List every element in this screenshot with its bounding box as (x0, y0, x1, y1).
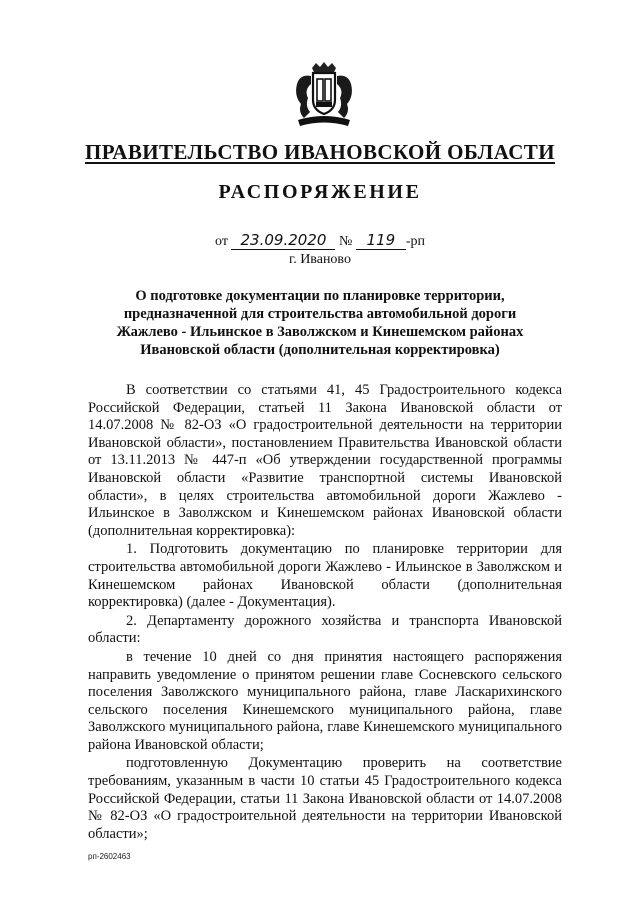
number-sign: № (338, 234, 353, 249)
document-type-heading: РАСПОРЯЖЕНИЕ (218, 181, 422, 203)
city-label: г. Иваново (289, 252, 351, 267)
document-code: рп-2602463 (88, 852, 131, 861)
body-paragraph-item-2-notify: в течение 10 дней со дня принятия настоящего распоряжения направить уведомление о принятом решении главе Сосневского сельского поселения Заволжского муниципального района, главе Ласкарихинского сельского поселения Кинешемского муниципального района, главе Заволжского муниципального района, главе Кинешемского муниципального района Ивановской области; (88, 648, 562, 753)
document-subject (80, 287, 560, 359)
body-paragraph-item-2: 2. Департаменту дорожного хозяйства и транспорта Ивановской области: (88, 612, 562, 647)
body-paragraph-item-1: 1. Подготовить документацию по планировке территории для строительства автомобильной дороги Жажлево - Ильинское в Заволжском и Кинешемском районах Ивановской области (дополнительная корректировка) (далее - Документация). (88, 541, 562, 611)
handwritten-date: 23.09.2020 (231, 232, 335, 250)
document-body (88, 382, 562, 844)
body-paragraph-preamble: В соответствии со статьями 41, 45 Градостроительного кодекса Российской Федерации, статьей 11 Закона Ивановской области от 14.07.2008 № 82-ОЗ «О градостроительной деятельности на территории Ивановской области», постановлением Правительства Ивановской области от 13.11.2013 № 447-п «Об утверждении государственной программы Ивановской области «Развитие транспортной системы Ивановской области», в целях строительства автомобильной дороги Жажлево - Ильинское в Заволжском и Кинешемском районах Ивановской области (дополнительная корректировка): (88, 382, 562, 539)
organization-title: ПРАВИТЕЛЬСТВО ИВАНОВСКОЙ ОБЛАСТИ (85, 140, 555, 164)
coat-of-arms-emblem-icon (292, 62, 356, 128)
subject-line: Ивановской области (дополнительная корректировка) (140, 342, 500, 358)
subject-line: О подготовке документации по планировке территории, (135, 288, 505, 304)
date-number-line (0, 232, 640, 250)
body-paragraph-item-2-check: подготовленную Документацию проверить на соответствие требованиям, указанным в части 10 статьи 45 Градостроительного кодекса Российской Федерации, статьи 11 Закона Ивановской области от 14.07.2008 № 82-ОЗ «О градостроительной деятельности на территории Ивановской области»; (88, 755, 562, 842)
handwritten-number: 119 (356, 232, 406, 250)
subject-line: предназначенной для строительства автомобильной дороги (123, 306, 517, 322)
subject-line: Жажлево - Ильинское в Заволжском и Кинешемском районах (116, 324, 524, 340)
date-prefix: от (215, 234, 228, 249)
number-suffix: -рп (405, 234, 425, 249)
